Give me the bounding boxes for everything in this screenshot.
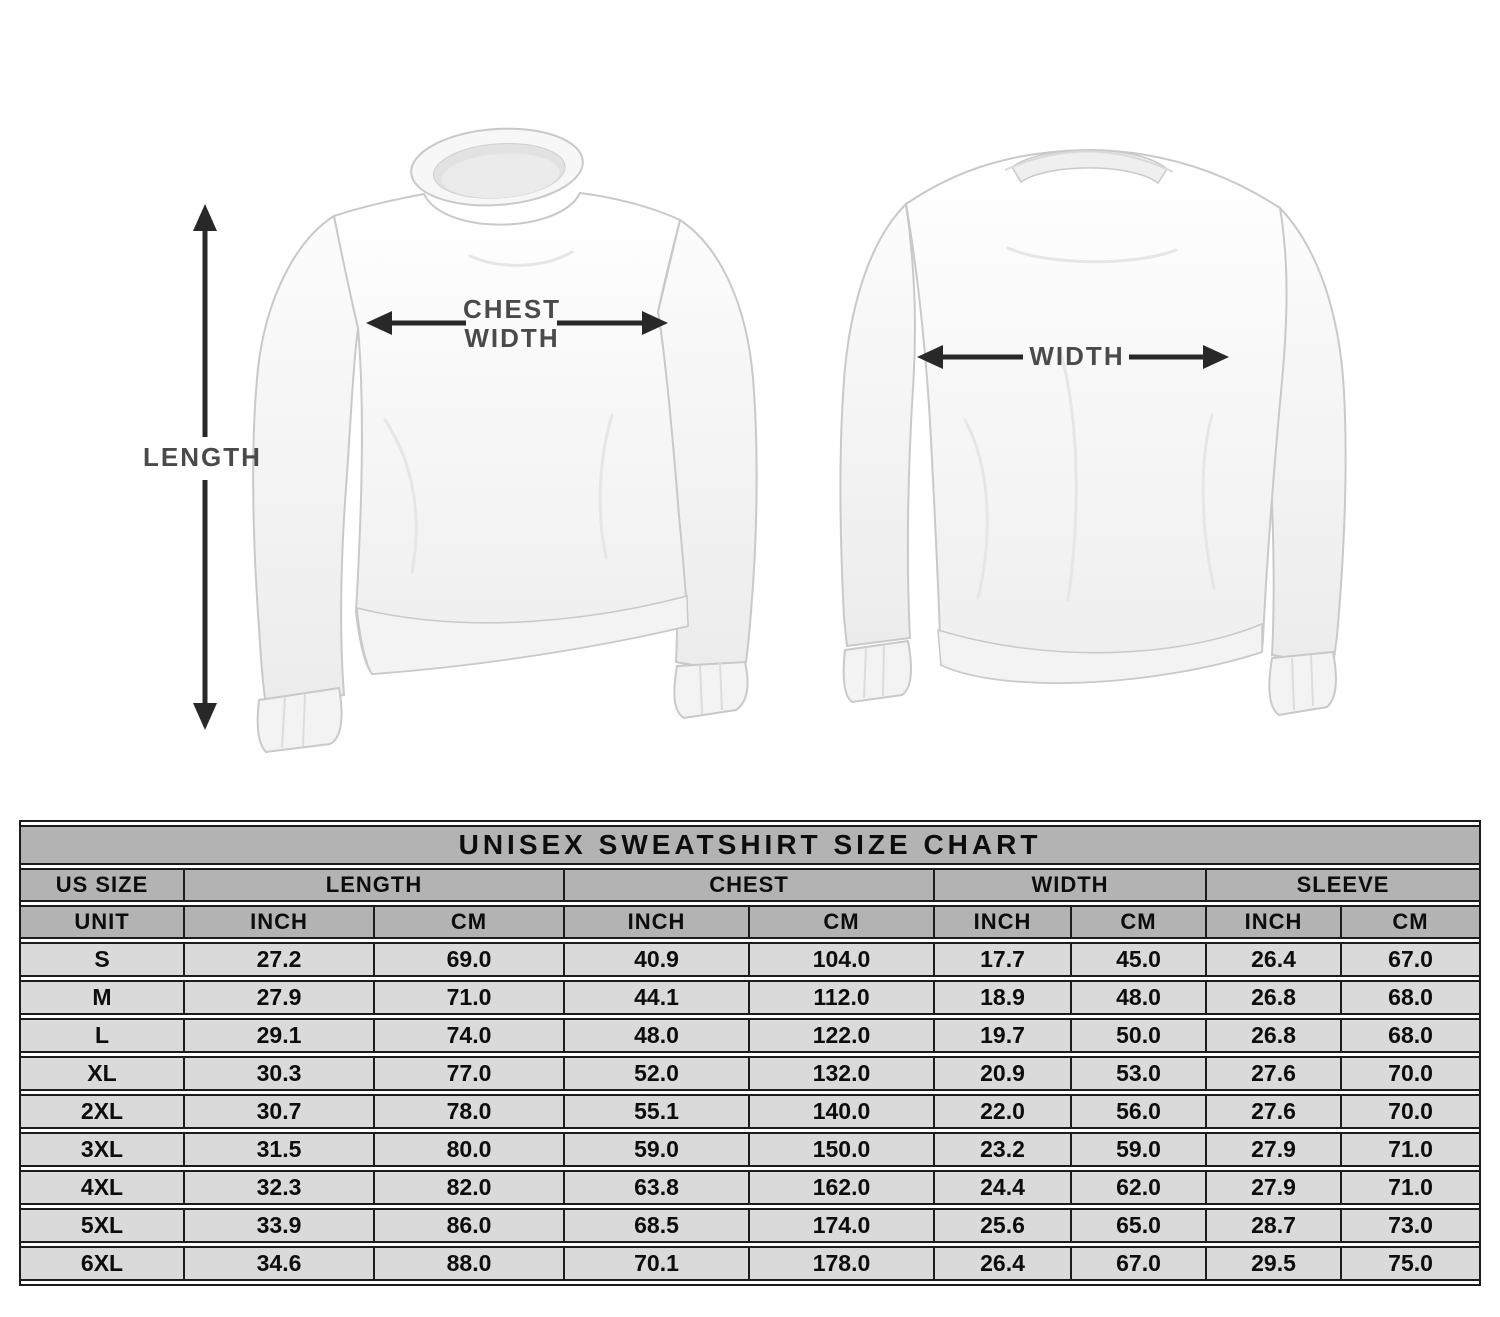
size-row-m [21, 980, 1479, 1015]
unit-chest-cm: CM [750, 905, 935, 939]
size-value-cell: 178.0 [750, 1246, 935, 1281]
size-value-cell: 112.0 [750, 980, 935, 1015]
front-right-cuff [674, 662, 747, 718]
size-value-cell: 73.0 [1342, 1208, 1479, 1243]
size-value-cell: 27.9 [185, 980, 375, 1015]
unit-sleeve-inch: INCH [1207, 905, 1342, 939]
length-label: LENGTH [143, 442, 262, 472]
size-value-cell: 28.7 [1207, 1208, 1342, 1243]
size-value-cell: 70.0 [1342, 1094, 1479, 1129]
col-header-sleeve: SLEEVE [1207, 868, 1479, 902]
size-value-cell: 32.3 [185, 1170, 375, 1205]
col-header-width: WIDTH [935, 868, 1207, 902]
size-value-cell: 29.5 [1207, 1246, 1342, 1281]
size-value-cell: 122.0 [750, 1018, 935, 1053]
size-value-cell: 174.0 [750, 1208, 935, 1243]
size-value-cell: 62.0 [1072, 1170, 1207, 1205]
size-row-4xl [21, 1170, 1479, 1205]
back-right-cuff [1269, 652, 1336, 715]
size-value-cell: 53.0 [1072, 1056, 1207, 1091]
table-unit-row [21, 905, 1479, 939]
size-table [21, 822, 1479, 1284]
size-value-cell: 27.6 [1207, 1056, 1342, 1091]
size-label-cell: 2XL [21, 1094, 185, 1129]
size-value-cell: 68.5 [565, 1208, 750, 1243]
size-value-cell: 22.0 [935, 1094, 1072, 1129]
size-value-cell: 34.6 [185, 1246, 375, 1281]
size-value-cell: 71.0 [375, 980, 565, 1015]
table-title-row [21, 825, 1479, 865]
size-label-cell: M [21, 980, 185, 1015]
size-value-cell: 20.9 [935, 1056, 1072, 1091]
unit-length-inch: INCH [185, 905, 375, 939]
size-value-cell: 25.6 [935, 1208, 1072, 1243]
size-value-cell: 56.0 [1072, 1094, 1207, 1129]
size-value-cell: 77.0 [375, 1056, 565, 1091]
size-row-2xl [21, 1094, 1479, 1129]
size-label-cell: 5XL [21, 1208, 185, 1243]
size-value-cell: 27.6 [1207, 1094, 1342, 1129]
size-label-cell: L [21, 1018, 185, 1053]
size-value-cell: 67.0 [1342, 942, 1479, 977]
size-row-xl [21, 1056, 1479, 1091]
front-left-cuff [258, 688, 342, 752]
unit-length-cm: CM [375, 905, 565, 939]
size-value-cell: 30.7 [185, 1094, 375, 1129]
size-label-cell: 3XL [21, 1132, 185, 1167]
col-header-length: LENGTH [185, 868, 565, 902]
size-value-cell: 48.0 [1072, 980, 1207, 1015]
size-value-cell: 70.0 [1342, 1056, 1479, 1091]
unit-chest-inch: INCH [565, 905, 750, 939]
size-value-cell: 59.0 [565, 1132, 750, 1167]
size-value-cell: 71.0 [1342, 1170, 1479, 1205]
size-label-cell: 4XL [21, 1170, 185, 1205]
back-left-sleeve [840, 204, 915, 646]
size-value-cell: 18.9 [935, 980, 1072, 1015]
size-value-cell: 26.8 [1207, 980, 1342, 1015]
unit-width-inch: INCH [935, 905, 1072, 939]
size-table-body [21, 942, 1479, 1281]
size-value-cell: 19.7 [935, 1018, 1072, 1053]
size-value-cell: 33.9 [185, 1208, 375, 1243]
size-value-cell: 27.9 [1207, 1132, 1342, 1167]
size-value-cell: 26.8 [1207, 1018, 1342, 1053]
size-value-cell: 44.1 [565, 980, 750, 1015]
size-value-cell: 27.2 [185, 942, 375, 977]
size-value-cell: 29.1 [185, 1018, 375, 1053]
col-header-chest: CHEST [565, 868, 935, 902]
size-value-cell: 150.0 [750, 1132, 935, 1167]
size-value-cell: 48.0 [565, 1018, 750, 1053]
size-value-cell: 68.0 [1342, 980, 1479, 1015]
size-value-cell: 68.0 [1342, 1018, 1479, 1053]
size-row-5xl [21, 1208, 1479, 1243]
back-left-cuff [844, 641, 911, 702]
size-row-3xl [21, 1132, 1479, 1167]
size-value-cell: 86.0 [375, 1208, 565, 1243]
size-value-cell: 74.0 [375, 1018, 565, 1053]
size-row-s [21, 942, 1479, 977]
size-value-cell: 30.3 [185, 1056, 375, 1091]
size-value-cell: 23.2 [935, 1132, 1072, 1167]
size-label-cell: 6XL [21, 1246, 185, 1281]
size-value-cell: 55.1 [565, 1094, 750, 1129]
size-value-cell: 24.4 [935, 1170, 1072, 1205]
chest-width-label-line1: CHEST [462, 294, 562, 324]
size-value-cell: 69.0 [375, 942, 565, 977]
size-value-cell: 31.5 [185, 1132, 375, 1167]
size-value-cell: 78.0 [375, 1094, 565, 1129]
size-value-cell: 132.0 [750, 1056, 935, 1091]
col-header-us-size: US SIZE [21, 868, 185, 902]
size-value-cell: 162.0 [750, 1170, 935, 1205]
size-value-cell: 65.0 [1072, 1208, 1207, 1243]
size-value-cell: 88.0 [375, 1246, 565, 1281]
size-value-cell: 67.0 [1072, 1246, 1207, 1281]
size-value-cell: 45.0 [1072, 942, 1207, 977]
size-value-cell: 82.0 [375, 1170, 565, 1205]
size-label-cell: S [21, 942, 185, 977]
front-collar [409, 123, 586, 211]
size-value-cell: 70.1 [565, 1246, 750, 1281]
size-value-cell: 26.4 [1207, 942, 1342, 977]
size-row-6xl [21, 1246, 1479, 1281]
chest-width-label [436, 295, 588, 353]
unit-sleeve-cm: CM [1342, 905, 1479, 939]
size-label-cell: XL [21, 1056, 185, 1091]
size-value-cell: 104.0 [750, 942, 935, 977]
back-body [906, 150, 1287, 683]
size-value-cell: 17.7 [935, 942, 1072, 977]
size-value-cell: 40.9 [565, 942, 750, 977]
chest-width-label-line2: WIDTH [464, 323, 560, 353]
size-value-cell: 75.0 [1342, 1246, 1479, 1281]
back-width-label: WIDTH [1029, 341, 1125, 371]
size-row-l [21, 1018, 1479, 1053]
table-group-header-row [21, 868, 1479, 902]
unit-width-cm: CM [1072, 905, 1207, 939]
size-value-cell: 140.0 [750, 1094, 935, 1129]
size-value-cell: 59.0 [1072, 1132, 1207, 1167]
size-value-cell: 26.4 [935, 1246, 1072, 1281]
size-value-cell: 63.8 [565, 1170, 750, 1205]
size-value-cell: 80.0 [375, 1132, 565, 1167]
unit-header: UNIT [21, 905, 185, 939]
size-value-cell: 27.9 [1207, 1170, 1342, 1205]
size-table-frame [19, 820, 1481, 1286]
size-value-cell: 50.0 [1072, 1018, 1207, 1053]
front-sweatshirt-illustration [253, 123, 756, 752]
back-sweatshirt-illustration [840, 150, 1345, 715]
table-title: UNISEX SWEATSHIRT SIZE CHART [21, 825, 1479, 865]
size-value-cell: 52.0 [565, 1056, 750, 1091]
size-value-cell: 71.0 [1342, 1132, 1479, 1167]
